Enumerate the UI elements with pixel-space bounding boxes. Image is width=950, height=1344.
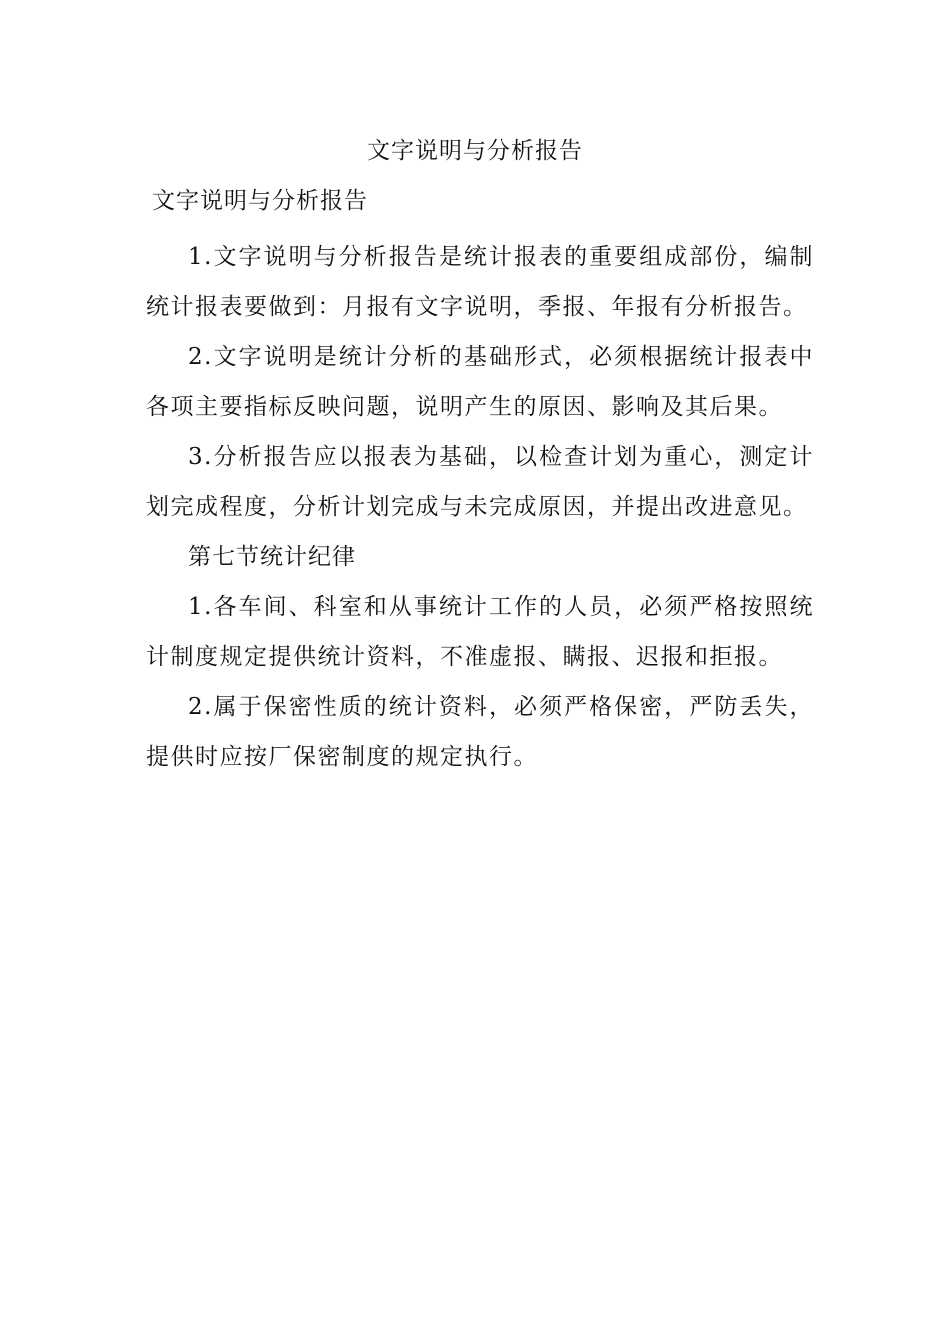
paragraph: 2.文字说明是统计分析的基础形式，必须根据统计报表中各项主要指标反映问题，说明产生的原因、影响及其后果。 [146, 344, 814, 420]
paragraph: 3.分析报告应以报表为基础，以检查计划为重心，测定计划完成程度，分析计划完成与未完成原因，并提出改进意见。 [146, 444, 814, 520]
document-subtitle: 文字说明与分析报告 [152, 188, 368, 214]
page-title: 文字说明与分析报告 [367, 138, 583, 164]
document-body [146, 232, 814, 782]
paragraph: 1.文字说明与分析报告是统计报表的重要组成部份，编制统计报表要做到：月报有文字说明，季报、年报有分析报告。 [146, 244, 814, 320]
paragraph: 1.各车间、科室和从事统计工作的人员，必须严格按照统计制度规定提供统计资料，不准虚报、瞒报、迟报和拒报。 [146, 594, 814, 670]
section-heading: 第七节统计纪律 [188, 544, 356, 570]
paragraph: 2.属于保密性质的统计资料，必须严格保密，严防丢失，提供时应按厂保密制度的规定执行。 [146, 694, 814, 770]
